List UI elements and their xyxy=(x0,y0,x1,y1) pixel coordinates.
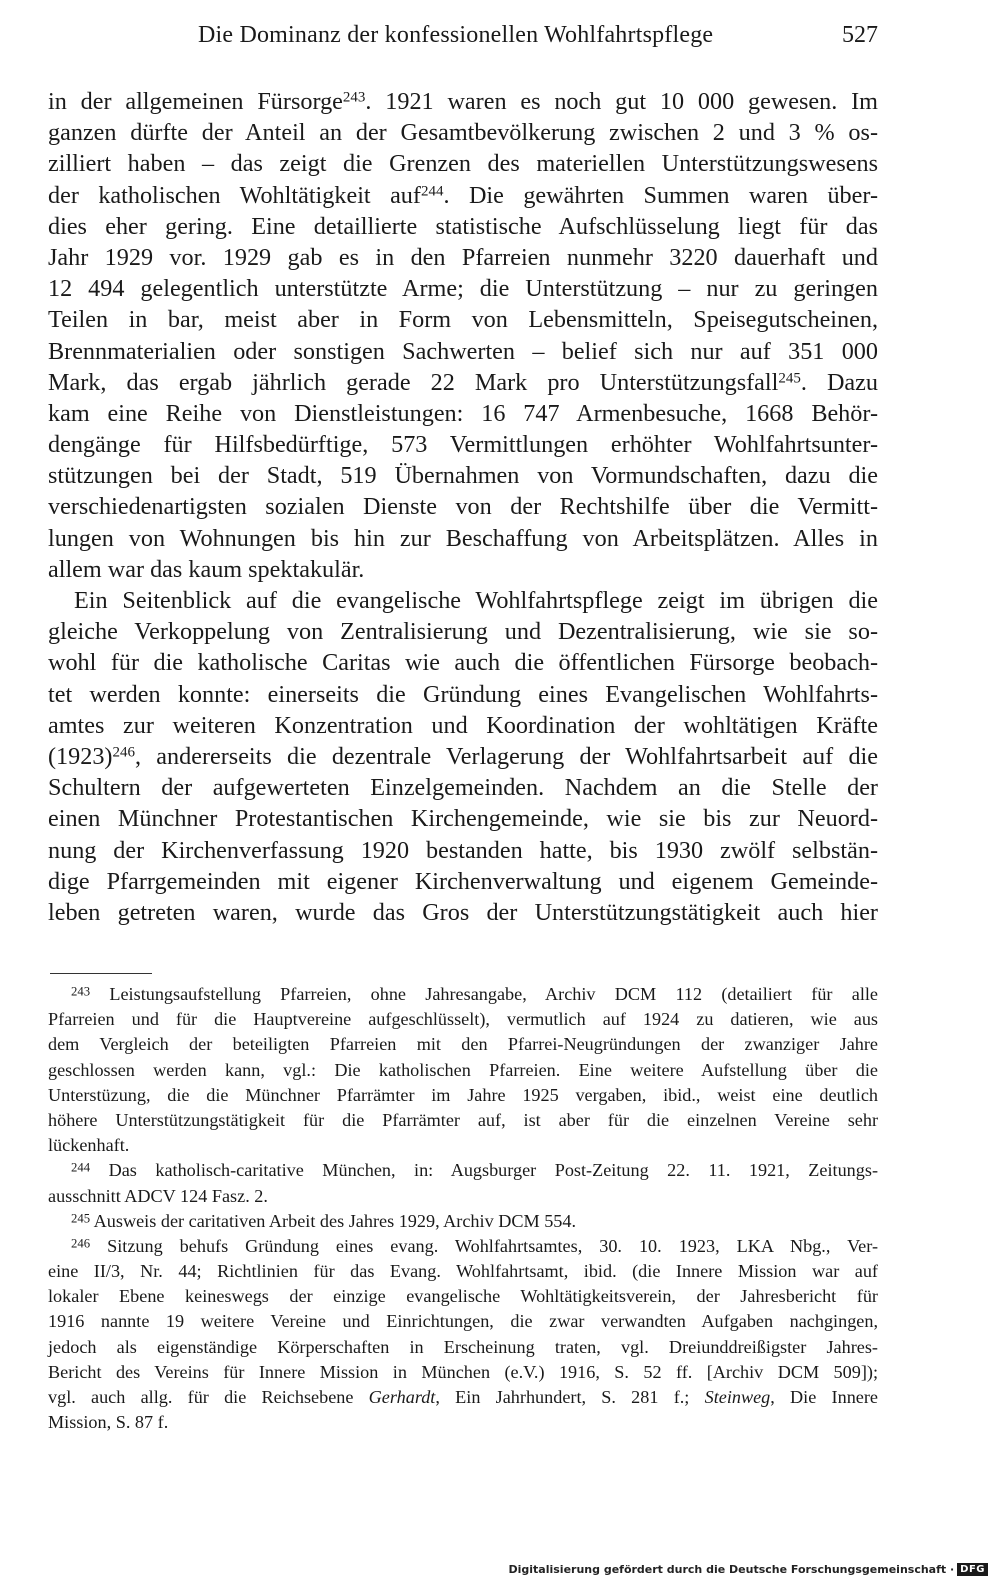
footnote-ref[interactable]: 245 xyxy=(778,370,801,387)
text-line: dengänge für Hilfsbedürftige, 573 Vermittlungen erhöhter Wohlfahrtsunter- xyxy=(48,431,878,459)
text-line: zilliert haben – das zeigt die Grenzen des materiellen Unterstützungswesens xyxy=(48,150,878,178)
running-title: Die Dominanz der konfessionellen Wohlfahrtspflege xyxy=(198,22,714,48)
text-line: 12 494 gelegentlich unterstützte Arme; die Unterstützung – nur zu geringen xyxy=(48,275,878,303)
footnotes xyxy=(48,982,878,1435)
footnote-line: lückenhaft. xyxy=(48,1135,130,1156)
text-line: dies eher gering. Eine detaillierte statistische Aufschlüsselung liegt für das xyxy=(48,212,878,240)
footnote-line: lokaler Ebene keineswegs der einzige evangelische Wohltätigkeitsverein, der Jahresbericht für xyxy=(48,1286,878,1307)
footnote-divider xyxy=(50,973,152,974)
text-line: in der allgemeinen Fürsorge$^{243}$. 1921 waren es noch gut 10 000 gewesen. Im xyxy=(48,88,878,115)
footnote-line: geschlossen werden kann, vgl.: Die katholischen Pfarreien. Eine weitere Aufstellung über die xyxy=(48,1059,878,1080)
text-line: kam eine Reihe von Dienstleistungen: 16 747 Armenbesuche, 1668 Behör- xyxy=(48,399,878,427)
text-line: Teilen in bar, meist aber in Form von Lebensmitteln, Speisegutscheinen, xyxy=(48,306,878,334)
digitization-footer xyxy=(508,1558,988,1580)
text-line: lungen von Wohnungen bis hin zur Beschaffung von Arbeitsplätzen. Alles in xyxy=(48,524,878,552)
footer-text: Digitalisierung gefördert durch die Deutsche Forschungsgemeinschaft · xyxy=(508,1562,955,1576)
footnote-line: Pfarreien und für die Hauptvereine aufgeschlüsselt), vermutlich auf 1924 zu datieren, wie aus xyxy=(48,1009,878,1030)
footnote-line: Unterstüzung, die die Münchner Pfarrämter im Jahre 1925 vergaben, ibid., weist eine deutlich xyxy=(48,1084,878,1105)
text-line: stützungen bei der Stadt, 519 Übernahmen von Vormundschaften, dazu die xyxy=(48,462,878,490)
footnote-line: höhere Unterstützungstätigkeit für die Pfarrämter auf, ist aber für die einzelnen Vereine sehr xyxy=(48,1109,878,1130)
footnote-246: $^{246}$ Sitzung behufs Gründung eines evang. Wohlfahrtsamtes, 30. 10. 1923, LKA Nbg., Ver- xyxy=(71,1235,879,1256)
text-line: Brennmaterialien oder sonstigen Sachwerten – belief sich nur auf 351 000 xyxy=(48,337,878,365)
footnote-line: Bericht des Vereins für Innere Mission in München (e.V.) 1916, S. 52 ff. [Archiv DCM 509]); xyxy=(48,1361,878,1382)
text-line: einen Münchner Protestantischen Kirchengemeinde, wie sie bis zur Neuord- xyxy=(48,805,878,833)
main-text xyxy=(48,86,878,928)
footnote-line: eine II/3, Nr. 44; Richtlinien für das Evang. Wohlfahrtsamt, ibid. (die Innere Mission war auf xyxy=(48,1261,878,1282)
footnote-244: $^{244}$ Das katholisch-caritative München, in: Augsburger Post-Zeitung 22. 11. 1921, Zeitungs- xyxy=(71,1160,879,1181)
text-line: $(1923)^{246}$, andererseits die dezentrale Verlagerung der Wohlfahrtsarbeit auf die xyxy=(48,742,878,770)
text-line: Ein Seitenblick auf die evangelische Wohlfahrtspflege zeigt im übrigen die xyxy=(74,587,878,614)
text-line: ganzen dürfte der Anteil an der Gesamtbevölkerung zwischen 2 und 3 % os- xyxy=(48,119,878,147)
footnote-number: 243 xyxy=(71,984,91,999)
footnote-245: $^{245}$ Ausweis der caritativen Arbeit des Jahres 1929, Archiv DCM 554. xyxy=(71,1210,577,1231)
footnote-line: ausschnitt ADCV 124 Fasz. 2. xyxy=(48,1185,268,1206)
text-line: nung der Kirchenverfassung 1920 bestanden hatte, bis 1930 zwölf selbstän- xyxy=(48,836,878,864)
text-line: tet werden konnte: einerseits die Gründung eines Evangelischen Wohlfahrts- xyxy=(48,680,878,708)
text-line: amtes zur weiteren Konzentration und Koordination der wohltätigen Kräfte xyxy=(48,711,878,739)
text-line: der katholischen Wohltätigkeit auf$^{244}$. Die gewährten Summen waren über- xyxy=(48,181,879,209)
page-number: 527 xyxy=(842,22,878,48)
text-line: leben getreten waren, wurde das Gros der Unterstützungstätigkeit auch hier xyxy=(48,898,878,926)
author-name: Steinweg xyxy=(704,1387,771,1407)
text-line: verschiedenartigsten sozialen Dienste von der Rechtshilfe über die Vermitt- xyxy=(48,493,878,521)
footnote-line: vgl. auch allg. für die Reichsebene Gerhardt, Ein Jahrhundert, S. 281 f.; Steinweg, Die Innere xyxy=(48,1387,878,1407)
footnote-243: $^{243}$ Leistungsaufstellung Pfarreien, ohne Jahresangabe, Archiv DCM 112 (detailiert für alle xyxy=(71,984,878,1004)
author-name: Gerhardt xyxy=(368,1387,436,1407)
footnote-line: Mission, S. 87 f. xyxy=(48,1412,169,1433)
footnote-number: 245 xyxy=(71,1211,91,1226)
text-line: dige Pfarrgemeinden mit eigener Kirchenverwaltung und eigenem Gemeinde- xyxy=(48,867,878,895)
text-line: Jahr 1929 vor. 1929 gab es in den Pfarreien nunmehr 3220 dauerhaft und xyxy=(48,243,878,271)
footnote-number: 246 xyxy=(71,1236,91,1251)
text-line: allem war das kaum spektakulär. xyxy=(48,555,365,583)
text-line: gleiche Verkoppelung von Zentralisierung und Dezentralisierung, wie sie so- xyxy=(48,618,878,646)
footnote-line: dem Vergleich der beteiligten Pfarreien mit den Pfarrei-Neugründungen der zwanziger Jahre xyxy=(48,1034,878,1055)
text-line: Schultern der aufgewerteten Einzelgemeinden. Nachdem an die Stelle der xyxy=(48,774,878,802)
footnote-ref[interactable]: 244 xyxy=(420,183,444,200)
dfg-logo: DFG xyxy=(957,1563,988,1576)
text-line: Mark, das ergab jährlich gerade 22 Mark pro Unterstützungsfall$^{245}$. Dazu xyxy=(48,368,878,396)
footnote-ref[interactable]: 243 xyxy=(342,89,366,106)
text-line: wohl für die katholische Caritas wie auch die öffentlichen Fürsorge beobach- xyxy=(48,649,878,677)
footnote-line: 1916 nannte 19 weitere Vereine und Einrichtungen, die zwar verwandten Aufgaben nachgingen, xyxy=(48,1311,878,1332)
footnote-number: 244 xyxy=(71,1160,91,1175)
footnote-line: jedoch als eigenständige Körperschaften in Erscheinung traten, vgl. Dreiunddreißigster Jahres- xyxy=(48,1336,878,1357)
footnote-ref[interactable]: 246 xyxy=(112,744,135,761)
running-header xyxy=(48,22,878,62)
